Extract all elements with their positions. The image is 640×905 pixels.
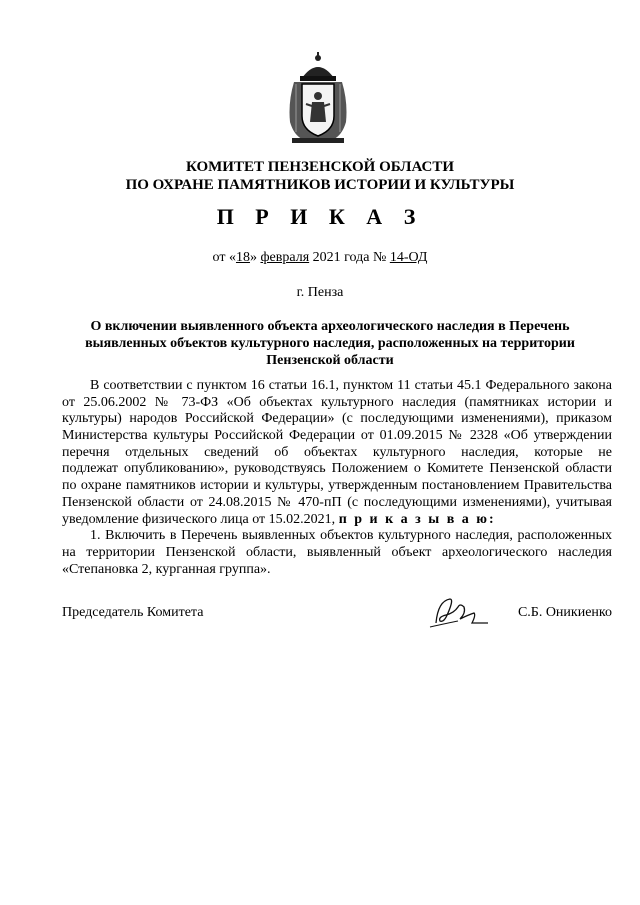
order-directive: п р и к а з ы в а ю: [338,511,496,527]
org-line-1: КОМИТЕТ ПЕНЗЕНСКОЙ ОБЛАСТИ [185,159,455,175]
body-line: Пензенской области от 24.08.2015 № 470-пП (с последующими изменениями), учитывая [62,494,612,510]
subject-line-2: выявленных объектов культурного наследия, расположенных на территории [85,336,575,351]
body-text: уведомление физического лица от 15.02.2021, [62,511,339,527]
body-line: перечня отдельных сведений об объектах культурного наследия, которые не [62,444,612,460]
coat-of-arms-emblem [284,52,352,144]
body-line: на территории Пензенской области, выявленный объект археологического наследия [62,544,612,560]
body-line: «Степановка 2, курганная группа». [62,561,271,577]
organization-name [60,158,580,194]
org-line-2: ПО ОХРАНЕ ПАМЯТНИКОВ ИСТОРИИ И КУЛЬТУРЫ [125,177,515,193]
signatory-position: Председатель Комитета [62,605,204,620]
order-subject [70,318,590,369]
body-line: культуры) народов Российской Федерации» (с последующими изменениями), приказом [62,411,612,427]
handwritten-signature [428,593,490,631]
body-line: В соответствии с пунктом 16 статьи 16.1, пунктом 11 статьи 45.1 Федерального закона [90,378,612,393]
order-number: 14-ОД [389,250,428,265]
signatory-name: С.Б. Оникиенко [517,605,612,620]
subject-line-1: О включении выявленного объекта археологического наследия в Перечень [90,319,570,334]
city: г. Пенза [296,285,344,300]
date-year: 2021 года № [309,250,390,265]
body-line: подлежат опубликованию», руководствуясь Положением о Комитете Пензенской области [62,461,612,477]
date-number-line [0,250,640,266]
body-line: Министерства культуры Российской Федерации от 01.09.2015 № 2328 «Об утверждении [62,428,612,444]
body-line: по охране памятников истории и культуры, утвержденным постановлением Правительства [62,478,612,494]
body-line [62,512,612,529]
body-line: от 25.06.2002 № 73-ФЗ «Об объектах культурного наследия (памятниках истории и [62,394,612,410]
date-day: 18 [235,250,250,265]
body-line: 1. Включить в Перечень выявленных объектов культурного наследия, расположенных [90,528,612,544]
date-month: февраля [260,250,310,265]
subject-line-3: Пензенской области [266,353,394,368]
date-mid: » [249,250,261,265]
date-prefix: от « [212,250,236,265]
order-body [62,378,612,578]
document-type-title: П Р И К А З [216,204,424,229]
